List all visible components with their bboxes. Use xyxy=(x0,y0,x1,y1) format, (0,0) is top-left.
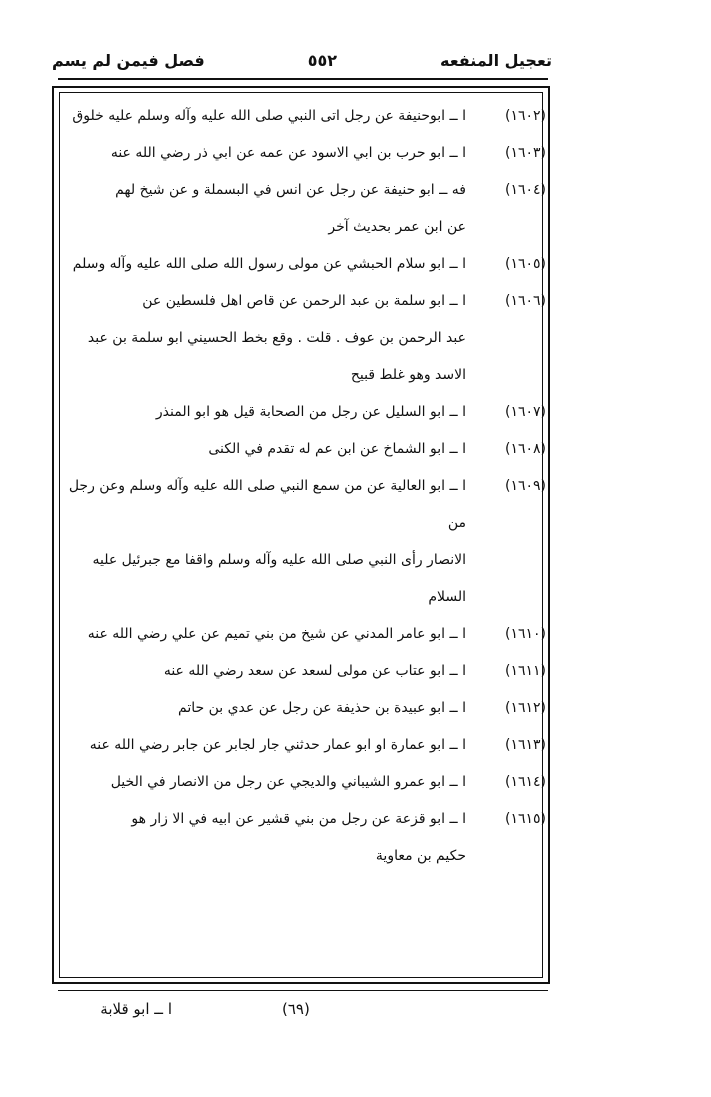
entry-row xyxy=(66,801,548,838)
entry-number: (١٦٠٤) xyxy=(504,182,546,198)
entry-text: عن ابن عمر بحديث آخر xyxy=(328,219,466,235)
entry-text: ا ــ ابو حرب بن ابي الاسود عن عمه عن ابي ذر رضي الله عنه xyxy=(110,145,466,161)
entry-list xyxy=(66,98,548,875)
entry-text: حكيم بن معاوية xyxy=(375,848,466,864)
entry-text: ا ــ ابو سلام الحبشي عن مولى رسول الله صلى الله عليه وآله وسلم xyxy=(72,256,466,272)
entry-text: ا ــ ابو الشماخ عن ابن عم له تقدم في الكنى xyxy=(208,441,466,457)
entry-row xyxy=(66,764,548,801)
entry-continuation-row xyxy=(66,320,548,357)
entry-row xyxy=(66,616,548,653)
entry-text: ا ــ ابو قزعة عن رجل من بني قشير عن ابيه في الا زار هو xyxy=(131,811,466,827)
entry-text: ا ــ ابو عتاب عن مولى لسعد عن سعد رضي الله عنه xyxy=(163,663,466,679)
entry-number: (١٦١٣) xyxy=(504,737,546,753)
header-book-title: تعجيل المنفعه xyxy=(440,50,552,70)
entry-number: (١٦١١) xyxy=(504,663,546,679)
entry-number: (١٦٠٣) xyxy=(504,145,546,161)
entry-number: (١٦١٠) xyxy=(504,626,546,642)
entry-row xyxy=(66,98,548,135)
page-number: (٦٩) xyxy=(282,1000,310,1018)
entry-number: (١٦٠٦) xyxy=(504,293,546,309)
entry-number: (١٦١٥) xyxy=(504,811,546,827)
header-page-number: ٥٥٢ xyxy=(307,50,338,70)
entry-number: (١٦٠٨) xyxy=(504,441,546,457)
entry-text: فه ــ ابو حنيفة عن رجل عن انس في البسملة و عن شيخ لهم xyxy=(115,182,466,198)
entry-row xyxy=(66,653,548,690)
entry-continuation-row xyxy=(66,542,548,616)
entry-text: ا ــ ابو السليل عن رجل من الصحابة قيل هو ابو المنذر xyxy=(155,404,466,420)
entry-text: ا ــ ابو سلمة بن عبد الرحمن عن قاص اهل فلسطين عن xyxy=(142,293,466,309)
entry-text: الانصار رأى النبي صلى الله عليه وآله وسلم واقفا مع جبرئيل عليه السلام xyxy=(92,552,466,605)
entry-number: (١٦٠٧) xyxy=(504,404,546,420)
entry-row xyxy=(66,727,548,764)
entry-text: ا ــ ابو عمرو الشيباني والديجي عن رجل من الانصار في الخيل xyxy=(110,774,466,790)
entry-number: (١٦١٢) xyxy=(504,700,546,716)
footer-rule xyxy=(58,990,548,991)
running-header xyxy=(52,40,552,80)
entry-row xyxy=(66,135,548,172)
header-rule xyxy=(58,78,548,80)
entry-row xyxy=(66,283,548,320)
entry-number: (١٦٠٥) xyxy=(504,256,546,272)
entry-number: (١٦٠٩) xyxy=(504,478,546,494)
entry-text: ا ــ ابو العالية عن من سمع النبي صلى الله عليه وآله وسلم وعن رجل من xyxy=(68,478,466,531)
entry-continuation-row xyxy=(66,209,548,246)
entry-text: ا ــ ابوحنيفة عن رجل اتى النبي صلى الله عليه وآله وسلم عليه خلوق xyxy=(72,108,466,124)
entry-number: (١٦٠٢) xyxy=(504,108,546,124)
header-section-title: فصل فيمن لم يسم xyxy=(52,50,205,70)
entry-text: عبد الرحمن بن عوف . قلت . وقع بخط الحسيني ابو سلمة بن عبد xyxy=(87,330,466,346)
page-footer xyxy=(52,1000,552,1040)
entry-row xyxy=(66,690,548,727)
entry-row xyxy=(66,172,548,209)
entry-text: ا ــ ابو عمارة او ابو عمار حدثني جار لجابر عن جابر رضي الله عنه xyxy=(89,737,466,753)
entry-text: الاسد وهو غلط قبيح xyxy=(350,367,466,383)
entry-text: ا ــ ابو عبيدة بن حذيفة عن رجل عن عدي بن حاتم xyxy=(178,700,466,716)
entry-number: (١٦١٤) xyxy=(504,774,546,790)
entry-row xyxy=(66,468,548,542)
entry-text: ا ــ ابو عامر المدني عن شيخ من بني تميم عن علي رضي الله عنه xyxy=(87,626,466,642)
entry-row xyxy=(66,431,548,468)
entry-row xyxy=(66,394,548,431)
entry-continuation-row xyxy=(66,357,548,394)
catchword: ا ــ ابو قلابة xyxy=(100,1000,172,1018)
entry-continuation-row xyxy=(66,838,548,875)
entry-row xyxy=(66,246,548,283)
